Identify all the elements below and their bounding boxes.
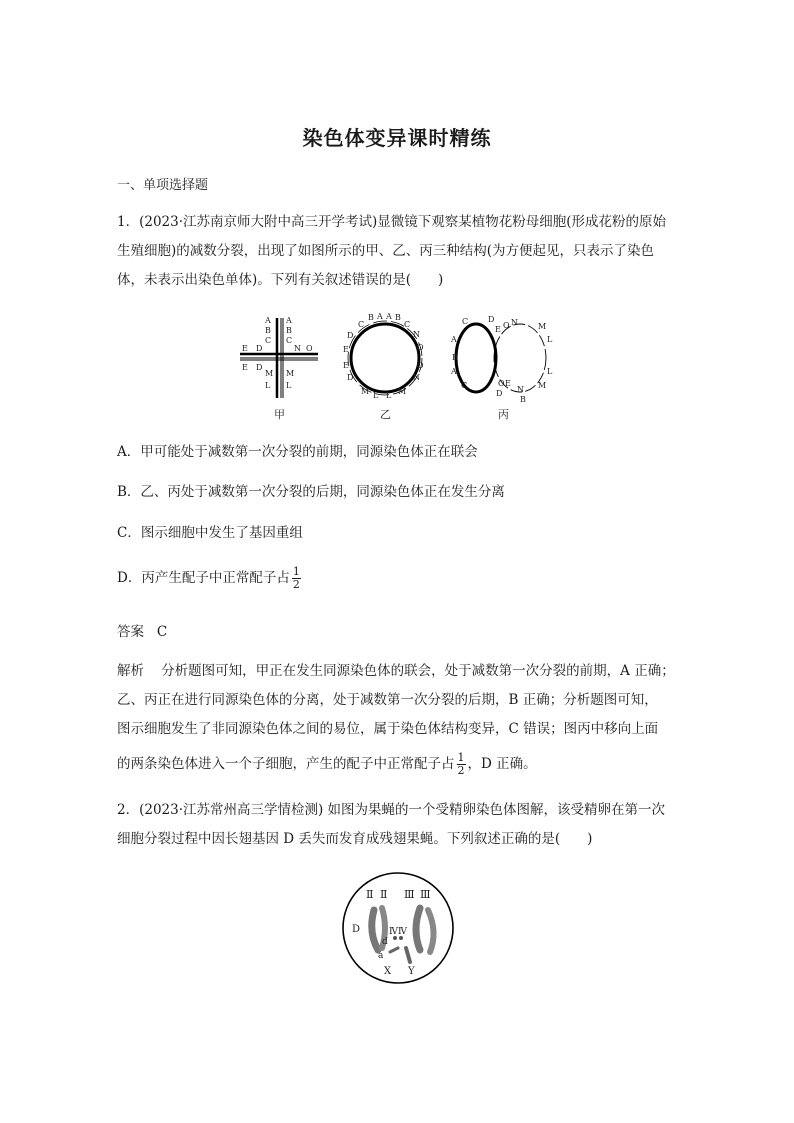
svg-text:L: L	[286, 381, 292, 390]
answer-value: C	[156, 624, 168, 640]
question-1-figure	[230, 310, 570, 425]
svg-text:N: N	[511, 318, 518, 327]
svg-text:L: L	[373, 391, 379, 400]
svg-text:D: D	[347, 331, 354, 340]
question-1-stem	[117, 208, 679, 295]
svg-text:B: B	[520, 395, 526, 404]
svg-text:E: E	[505, 379, 511, 388]
svg-text:B: B	[452, 353, 458, 362]
option-c: C．图示细胞中发生了基因重组	[117, 525, 303, 541]
question-1-line-3: 体，未表示出染色单体)。下列有关叙述错误的是( )	[117, 272, 444, 288]
label-gene-d-upper: D	[352, 924, 361, 935]
analysis-line-1: 分析题图可知，甲正在发生同源染色体的联会，处于减数第一次分裂的前期，A 正确；	[161, 663, 675, 679]
svg-text:C: C	[462, 317, 469, 326]
svg-text:M: M	[398, 387, 407, 396]
svg-text:N: N	[413, 330, 420, 339]
svg-text:D: D	[256, 344, 263, 353]
svg-text:M: M	[538, 322, 547, 331]
label-iv-right: Ⅳ	[398, 927, 407, 937]
svg-text:A: A	[451, 367, 457, 376]
fraction-numerator: 1	[457, 751, 465, 764]
analysis-block	[117, 657, 682, 779]
svg-text:N: N	[294, 344, 301, 353]
svg-text:C: C	[286, 336, 293, 345]
svg-text:E: E	[495, 325, 501, 334]
answer-line	[117, 622, 167, 642]
section-heading: 一、单项选择题	[117, 178, 209, 193]
analysis-line-2: 乙、丙正在进行同源染色体的分离，处于减数第一次分裂的后期，B 正确；分析题图可知，	[117, 692, 658, 708]
analysis-label: 解析	[117, 663, 144, 679]
label-gene-a: a	[378, 951, 384, 961]
figure-label-bing: 丙	[498, 408, 509, 421]
svg-text:B: B	[286, 326, 292, 335]
svg-text:C: C	[265, 336, 272, 345]
svg-text:L: L	[547, 367, 553, 376]
fraction-numerator: 1	[292, 565, 300, 578]
svg-text:L: L	[265, 381, 271, 390]
question-1-line-2: 生殖细胞)的减数分裂，出现了如图所示的甲、乙、丙三种结构(为方便起见，只表示了染色	[117, 243, 655, 259]
svg-text:O: O	[503, 321, 510, 330]
svg-text:O: O	[306, 344, 313, 353]
label-gene-d-lower: d	[382, 937, 388, 947]
svg-text:B: B	[368, 313, 374, 322]
figure-label-jia: 甲	[274, 408, 285, 421]
svg-text:A: A	[265, 316, 271, 325]
svg-text:D: D	[256, 363, 263, 372]
option-a: A．甲可能处于减数第一次分裂的前期，同源染色体正在联会	[117, 444, 478, 460]
page-title: 染色体变异课时精练	[302, 126, 492, 150]
svg-text:O: O	[417, 343, 424, 352]
svg-text:O: O	[498, 379, 505, 388]
svg-text:B: B	[265, 326, 271, 335]
svg-text:A: A	[386, 312, 392, 321]
svg-text:N: N	[413, 373, 420, 382]
figure-jia-cross	[240, 316, 318, 398]
analysis-fraction	[457, 752, 466, 777]
question-2-line-1: 2．(2023·江苏常州高三学情检测) 如图为果蝇的一个受精卵染色体图解，该受精卵在第一次	[117, 802, 666, 818]
svg-text:E: E	[242, 344, 248, 353]
svg-text:B: B	[395, 313, 401, 322]
option-b: B．乙、丙处于减数第一次分裂的后期，同源染色体正在发生分离	[117, 484, 505, 500]
question-2-line-2: 细胞分裂过程中因长翅基因 D 丢失而发育成残翅果蝇。下列叙述正确的是( )	[117, 831, 593, 847]
svg-text:E: E	[242, 363, 248, 372]
label-iv-left: Ⅳ	[389, 927, 398, 937]
question-2-stem	[117, 796, 679, 854]
svg-text:A: A	[286, 316, 292, 325]
figure-label-yi: 乙	[380, 408, 391, 421]
label-iii-right: Ⅲ	[420, 888, 431, 901]
analysis-line-3: 图示细胞发生了非同源染色体之间的易位，属于染色体结构变异，C 错误；图丙中移向上面	[117, 721, 659, 737]
svg-text:D: D	[347, 373, 354, 382]
svg-text:L: L	[547, 335, 553, 344]
fraction-denominator: 2	[457, 764, 465, 777]
svg-text:M: M	[538, 381, 547, 390]
svg-text:M: M	[286, 369, 295, 378]
label-iii-left: Ⅲ	[404, 888, 415, 901]
label-ii-left: Ⅱ	[366, 888, 374, 901]
analysis-line-4: 的两条染色体进入一个子细胞，产生的配子中正常配子占	[117, 756, 455, 772]
label-ii-right: Ⅱ	[380, 888, 388, 901]
svg-text:M: M	[361, 387, 370, 396]
svg-text:D: D	[488, 315, 495, 324]
svg-text:E: E	[343, 345, 349, 354]
svg-text:C: C	[461, 381, 468, 390]
label-x: X	[384, 966, 392, 977]
svg-text:E: E	[343, 361, 349, 370]
option-d	[117, 566, 303, 591]
question-2-figure	[338, 870, 458, 990]
figure-yi-ring	[343, 312, 424, 400]
svg-text:O: O	[417, 361, 424, 370]
figure-bing-eight	[450, 315, 553, 404]
svg-text:C: C	[404, 320, 411, 329]
label-y: Y	[408, 966, 415, 977]
answer-label: 答案	[117, 624, 144, 640]
svg-text:A: A	[451, 335, 457, 344]
svg-text:L: L	[386, 391, 392, 400]
question-1-line-1: 1．(2023·江苏南京师大附中高三开学考试)显微镜下观察某植物花粉母细胞(形成花粉的原始	[117, 214, 667, 230]
svg-text:A: A	[377, 312, 383, 321]
analysis-line-4-end: ，D 正确。	[467, 756, 537, 772]
svg-text:M: M	[265, 369, 274, 378]
option-d-fraction	[292, 566, 301, 591]
option-d-text: D．丙产生配子中正常配子占	[117, 570, 290, 586]
svg-text:N: N	[517, 385, 524, 394]
svg-text:C: C	[358, 320, 365, 329]
svg-text:D: D	[496, 389, 503, 398]
fraction-denominator: 2	[292, 578, 300, 591]
